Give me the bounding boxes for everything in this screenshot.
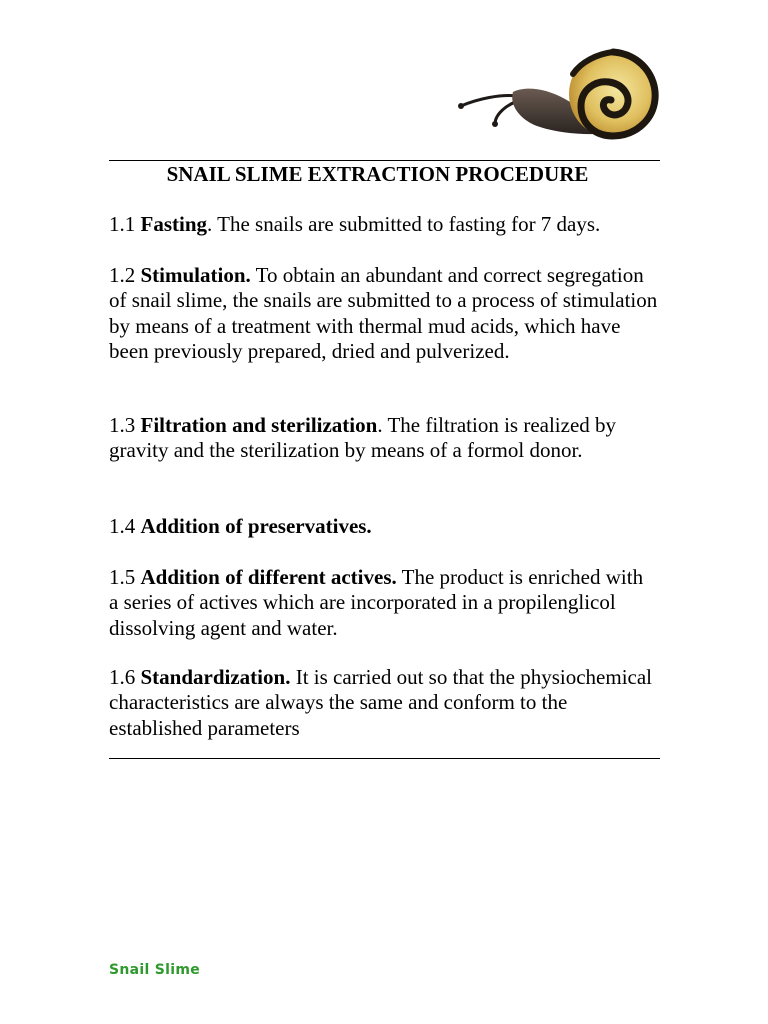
section-fasting [109,212,660,237]
section-number: 1.1 [109,212,136,236]
footer-brand-label: Snail Slime [109,962,201,978]
section-body: The product is enriched with a series of actives which are incorporated in a propilenglicol dissolving agent and water. [109,565,659,640]
bottom-divider [109,758,660,759]
top-divider [109,160,660,161]
section-filtration [109,413,660,464]
section-standardization [109,665,660,741]
section-heading: Fasting [140,212,208,236]
snail-illustration [455,44,660,140]
section-number: 1.3 [109,413,136,437]
section-number: 1.4 [109,514,136,538]
section-number: 1.2 [109,263,136,287]
section-body: It is carried out so that the physiochemical characteristics are always the same and conform to the established parameters [109,665,653,740]
section-heading: Filtration and sterilization [140,413,378,437]
section-preservatives [109,514,660,539]
section-body: To obtain an abundant and correct segregation of snail slime, the snails are submitted to a process of stimulation by means of a treatment with thermal mud acids, which have been previously prepared, dried and pulverized. [109,263,658,364]
section-body: . The snails are submitted to fasting for 7 days. [207,212,601,236]
section-stimulation [109,263,660,365]
section-heading: Stimulation. [140,263,251,287]
section-number: 1.6 [109,665,136,689]
section-body: . The filtration is realized by gravity and the sterilization by means of a formol donor. [109,413,617,463]
document-title: SNAIL SLIME EXTRACTION PROCEDURE [166,162,589,186]
section-actives [109,565,660,641]
section-heading: Addition of different actives. [140,565,397,589]
section-heading: Addition of preservatives. [140,514,372,538]
section-heading: Standardization. [140,665,291,689]
section-number: 1.5 [109,565,136,589]
